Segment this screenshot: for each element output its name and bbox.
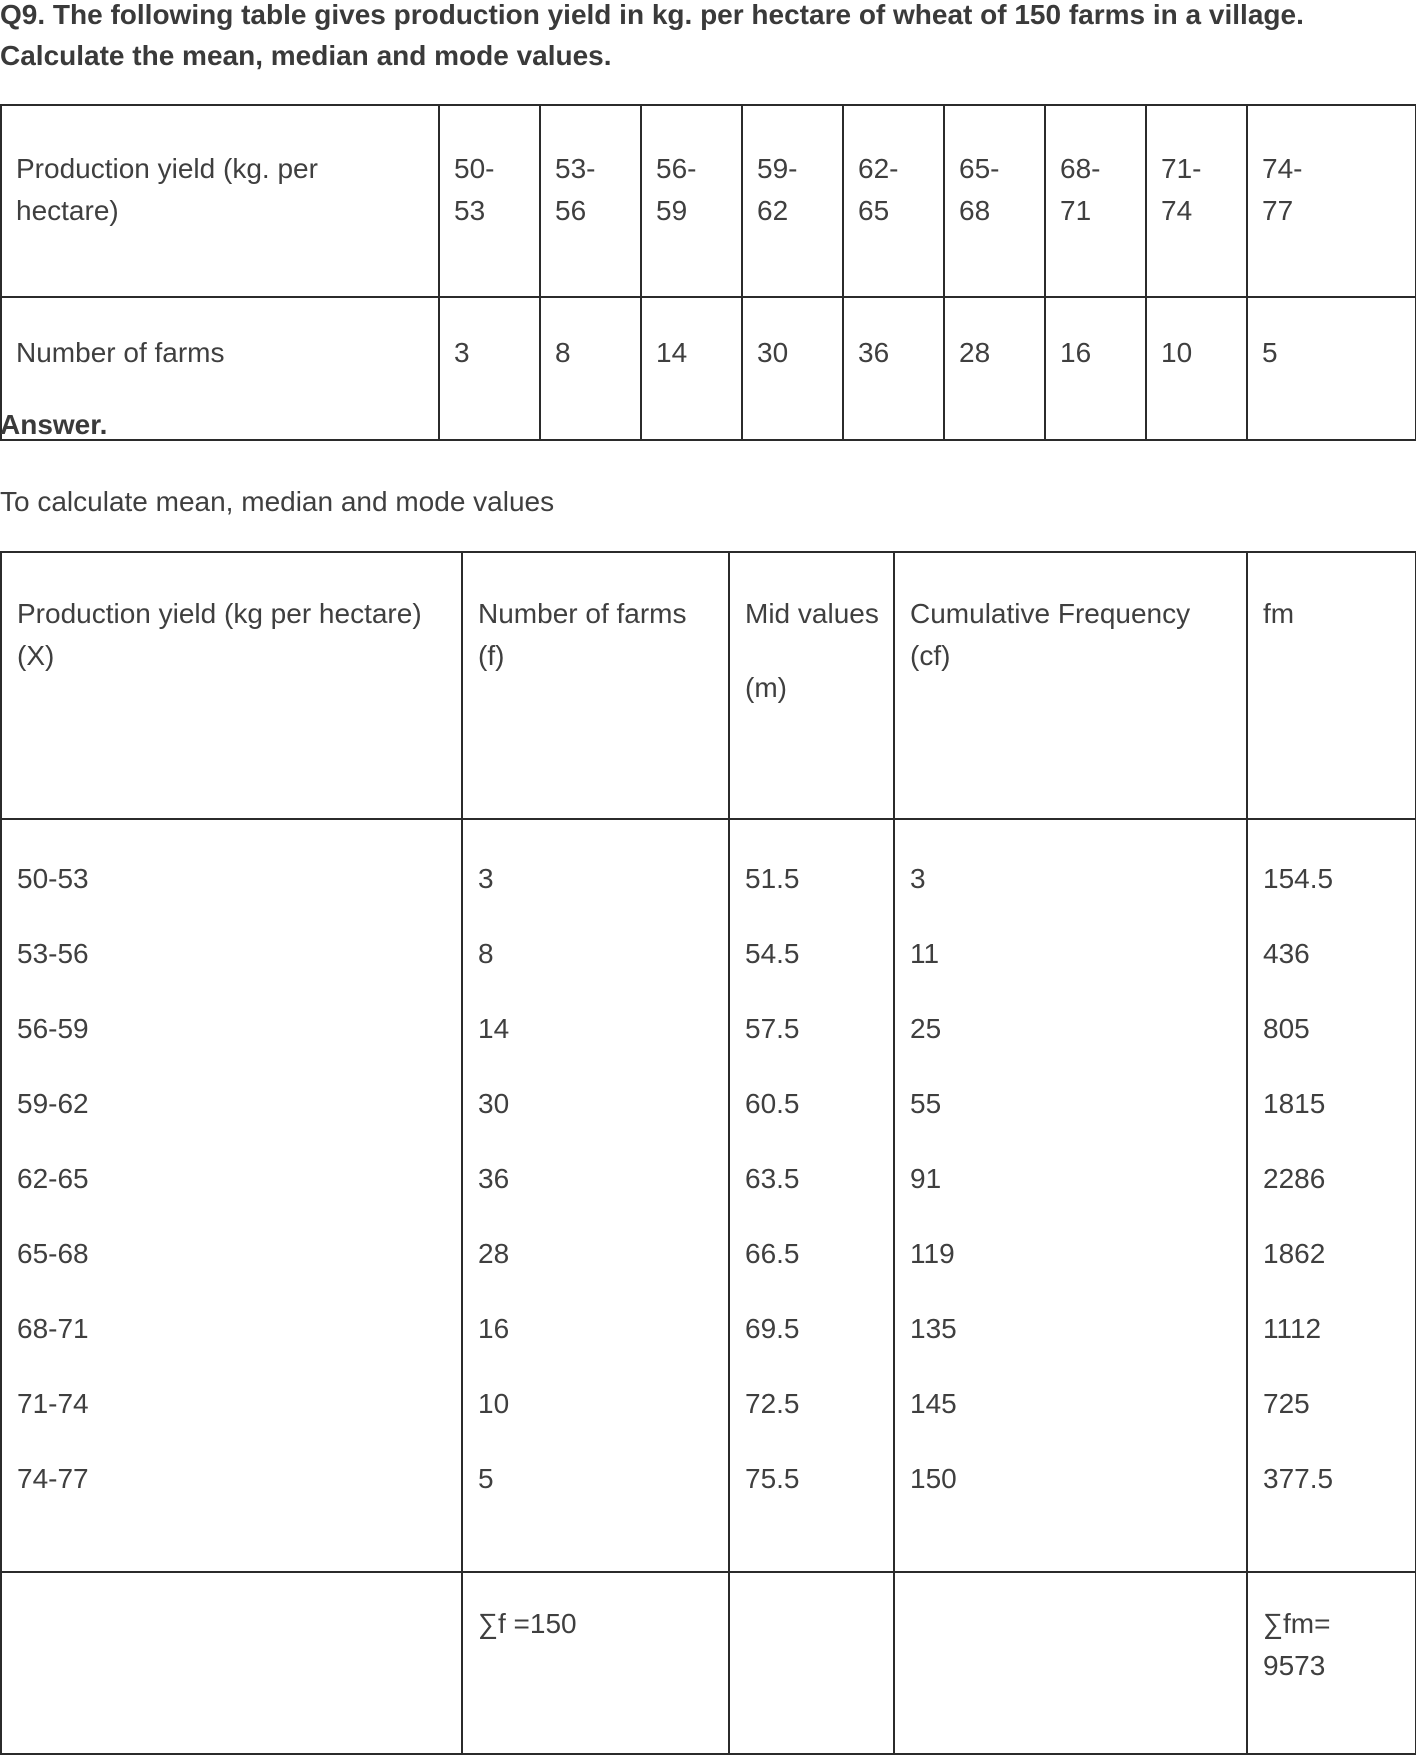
- header-cf: Cumulative Frequency (cf): [894, 552, 1247, 819]
- fm-column: 154.5 436 805 1815 2286 1862 1112 725 377.5: [1247, 819, 1416, 1572]
- yield-row-label: Production yield (kg. per hectare): [1, 105, 439, 297]
- f-column: 3 8 14 30 36 28 16 10 5: [462, 819, 729, 1572]
- farms-cell: 8: [540, 297, 641, 440]
- range-cell: 50- 53: [439, 105, 540, 297]
- header-fm: fm: [1247, 552, 1416, 819]
- header-m: Mid values (m): [729, 552, 894, 819]
- range-cell: 62- 65: [843, 105, 944, 297]
- m-column: 51.5 54.5 57.5 60.5 63.5 66.5 69.5 72.5 75.5: [729, 819, 894, 1572]
- farms-cell: 36: [843, 297, 944, 440]
- total-f: ∑f =150: [462, 1572, 729, 1754]
- farms-cell: 10: [1146, 297, 1247, 440]
- header-x: Production yield (kg per hectare) (X): [1, 552, 462, 819]
- farms-cell: 30: [742, 297, 843, 440]
- range-cell: 59- 62: [742, 105, 843, 297]
- totals-empty-cell: [894, 1572, 1247, 1754]
- farms-row: [1, 297, 1416, 440]
- calculation-table: [0, 551, 1416, 1755]
- yield-row: [1, 105, 1416, 297]
- question-text: Q9. The following table gives production yield in kg. per hectare of wheat of 150 farms in a village. Calculate the mean, median and mode values.: [0, 0, 1304, 71]
- x-column: 50-53 53-56 56-59 59-62 62-65 65-68 68-71 71-74 74-77: [1, 819, 462, 1572]
- farms-cell: 14: [641, 297, 742, 440]
- totals-empty-cell: [1, 1572, 462, 1754]
- farms-cell: 5: [1247, 297, 1416, 440]
- cf-column: 3 11 25 55 91 119 135 145 150: [894, 819, 1247, 1572]
- intro-text: To calculate mean, median and mode values: [0, 486, 555, 517]
- header-row: [1, 552, 1416, 819]
- answer-heading: Answer.: [0, 409, 108, 440]
- total-fm: ∑fm= 9573: [1247, 1572, 1416, 1754]
- range-cell: 53- 56: [540, 105, 641, 297]
- range-cell: 68- 71: [1045, 105, 1146, 297]
- range-cell: 71- 74: [1146, 105, 1247, 297]
- frequency-table: [0, 104, 1416, 441]
- farms-cell: 16: [1045, 297, 1146, 440]
- farms-row-label: Number of farms: [1, 297, 439, 440]
- range-cell: 65- 68: [944, 105, 1045, 297]
- data-row: [1, 819, 1416, 1572]
- farms-cell: 28: [944, 297, 1045, 440]
- totals-empty-cell: [729, 1572, 894, 1754]
- range-cell: 56- 59: [641, 105, 742, 297]
- header-f: Number of farms (f): [462, 552, 729, 819]
- range-cell: 74- 77: [1247, 105, 1416, 297]
- farms-cell: 3: [439, 297, 540, 440]
- totals-row: [1, 1572, 1416, 1754]
